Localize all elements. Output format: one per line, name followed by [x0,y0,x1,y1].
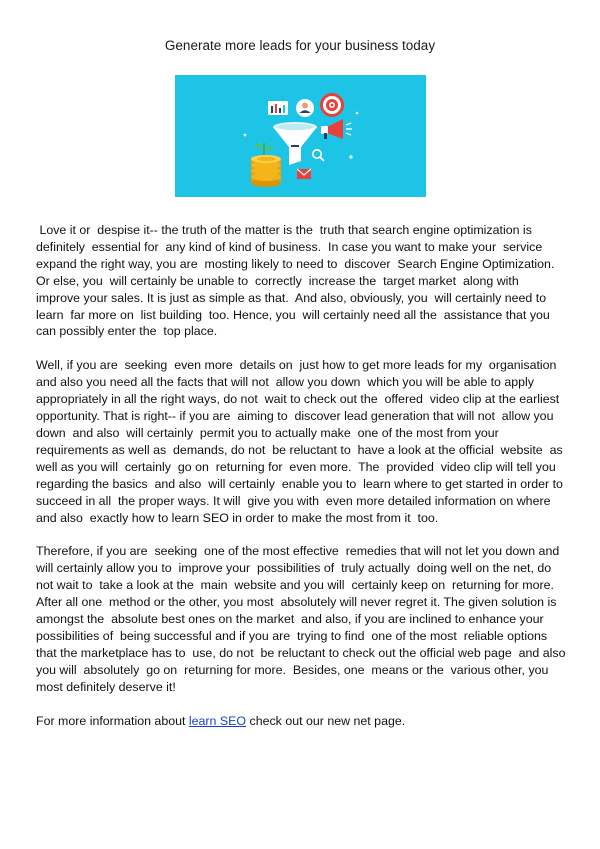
closing-text-before: For more information about [36,713,189,728]
hero-illustration [175,75,426,197]
plant-icon [255,143,273,157]
closing-paragraph [36,713,566,730]
coin-stack-icon [251,155,281,187]
envelope-icon [297,169,311,179]
hero-image [175,75,426,197]
paragraph-3: Therefore, if you are seeking one of the most effective remedies that will not let you down and will certainly allow you to improve your possibilities of truly actually doing well on the net, do not wait to take a look at the main website and you will certainly keep on returning for more. After all one method or the other, you most absolutely will never regret it. The given solution is amongst the absolute best ones on the market and also, if you are inclined to enhance your possibilities of being successful and if you are trying to find one of the most reliable options that the marketplace has to use, do not be reluctant to check out the official web page and also you will absolutely go on returning for more. Besides, one means or the various other, you most definitely deserve it! [36,544,569,694]
closing-text-after: check out our new net page. [246,713,406,728]
page-title: Generate more leads for your business today [164,38,436,53]
paragraph-1: Love it or despise it-- the truth of the matter is the truth that search engine optimization is definitely essential for any kind of kind of business. In case you want to make your service expand the right way, you are mosting likely to need to discover Search Engine Optimization. Or else, you will certainly be unable to correctly increase the target market along with improve your sales. It is just as simple as that. And also, obviously, you will certainly need to learn far more on list building too. Hence, you will certainly need all the assistance that you can possibly enter the top place. [36,223,562,339]
paragraph-2: Well, if you are seeking even more details on just how to get more leads for my organisation and also you need all the facts that will not allow you down which you will be able to apply appropriately in all the right ways, do not wait to check out the offered video clip at the earliest opportunity. That is right-- if you are aiming to discover lead generation that will not allow you down and also will certainly permit you to actually make one of the most from your requirements as well as demands, do not be reluctant to have a look at the official website as well as you will certainly go on returning for even more. The provided video clip will tell you regarding the basics and also will certainly enable you to learn where to get started in order to succeed in all the proper ways. It will give you with even more detailed information on where and also exactly how to learn SEO in order to make the most from it too. [36,358,567,525]
article-body [36,222,569,746]
learn-seo-link[interactable]: learn SEO [188,713,247,728]
dashboard-icon [268,101,288,115]
magnifier-icon [313,150,324,161]
megaphone-icon [321,119,352,139]
target-icon [320,93,344,117]
avatar-icon [296,99,314,117]
